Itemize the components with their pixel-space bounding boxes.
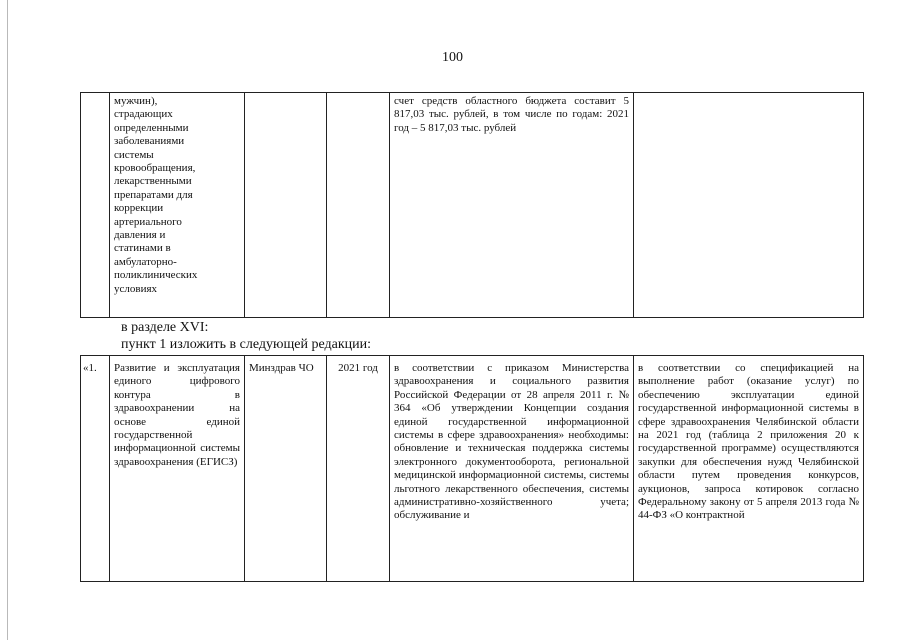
cell-executor bbox=[245, 93, 327, 318]
cell-executor: Минздрав ЧО bbox=[245, 356, 327, 582]
cell-description: в соответствии с приказом Министерства здравоохранения и социального развития Российской Федерации от 28 апреля 2011 г. № 364 «Об утверждении Концепции создания единой государственной информационной системы в сфере здравоохранения» необходимы: обновление и техническая поддержка системы электронного документооборота, региональной медицинской информационной системы, системы льготного лекарственного обеспечения, системы административно-хозяйственного учета; обслуживание и bbox=[390, 356, 634, 582]
section-instruction: в разделе XVI: bbox=[121, 320, 209, 335]
cell-number bbox=[81, 93, 110, 318]
page-number: 100 bbox=[442, 50, 463, 65]
program-table-continued bbox=[80, 92, 864, 318]
cell-year bbox=[327, 93, 390, 318]
cell-year: 2021 год bbox=[327, 356, 390, 582]
table-row bbox=[81, 93, 864, 318]
cell-description: счет средств областного бюджета составит 5 817,03 тыс. рублей, в том числе по годам: 2021 год – 5 817,03 тыс. рублей bbox=[390, 93, 634, 318]
cell-event-name: мужчин), страдающих определенными заболеваниями системы кровообращения, лекарственными препаратами для коррекции артериального давления и статинами в амбулаторно- поликлинических условиях bbox=[110, 93, 245, 318]
program-table-new-row bbox=[80, 355, 864, 582]
scan-edge-line bbox=[7, 0, 8, 640]
cell-funding: в соответствии со спецификацией на выполнение работ (оказание услуг) по обеспечению эксплуатации единой государственной информационной системы в сфере здравоохранения Челябинской области на 2021 год (таблица 2 приложения 20 к государственной программе) осуществляются закупки для обеспечения нужд Челябинской области путем проведения конкурсов, аукционов, запроса котировок согласно Федеральному закону от 5 апреля 2013 года № 44-ФЗ «О контрактной bbox=[634, 356, 864, 582]
table-row bbox=[81, 356, 864, 582]
cell-number: «1. bbox=[81, 356, 110, 582]
cell-funding bbox=[634, 93, 864, 318]
item-instruction: пункт 1 изложить в следующей редакции: bbox=[121, 337, 371, 352]
cell-event-name: Развитие и эксплуатация единого цифрового контура в здравоохранении на основе единой государственной информационной системы здравоохранения (ЕГИСЗ) bbox=[110, 356, 245, 582]
